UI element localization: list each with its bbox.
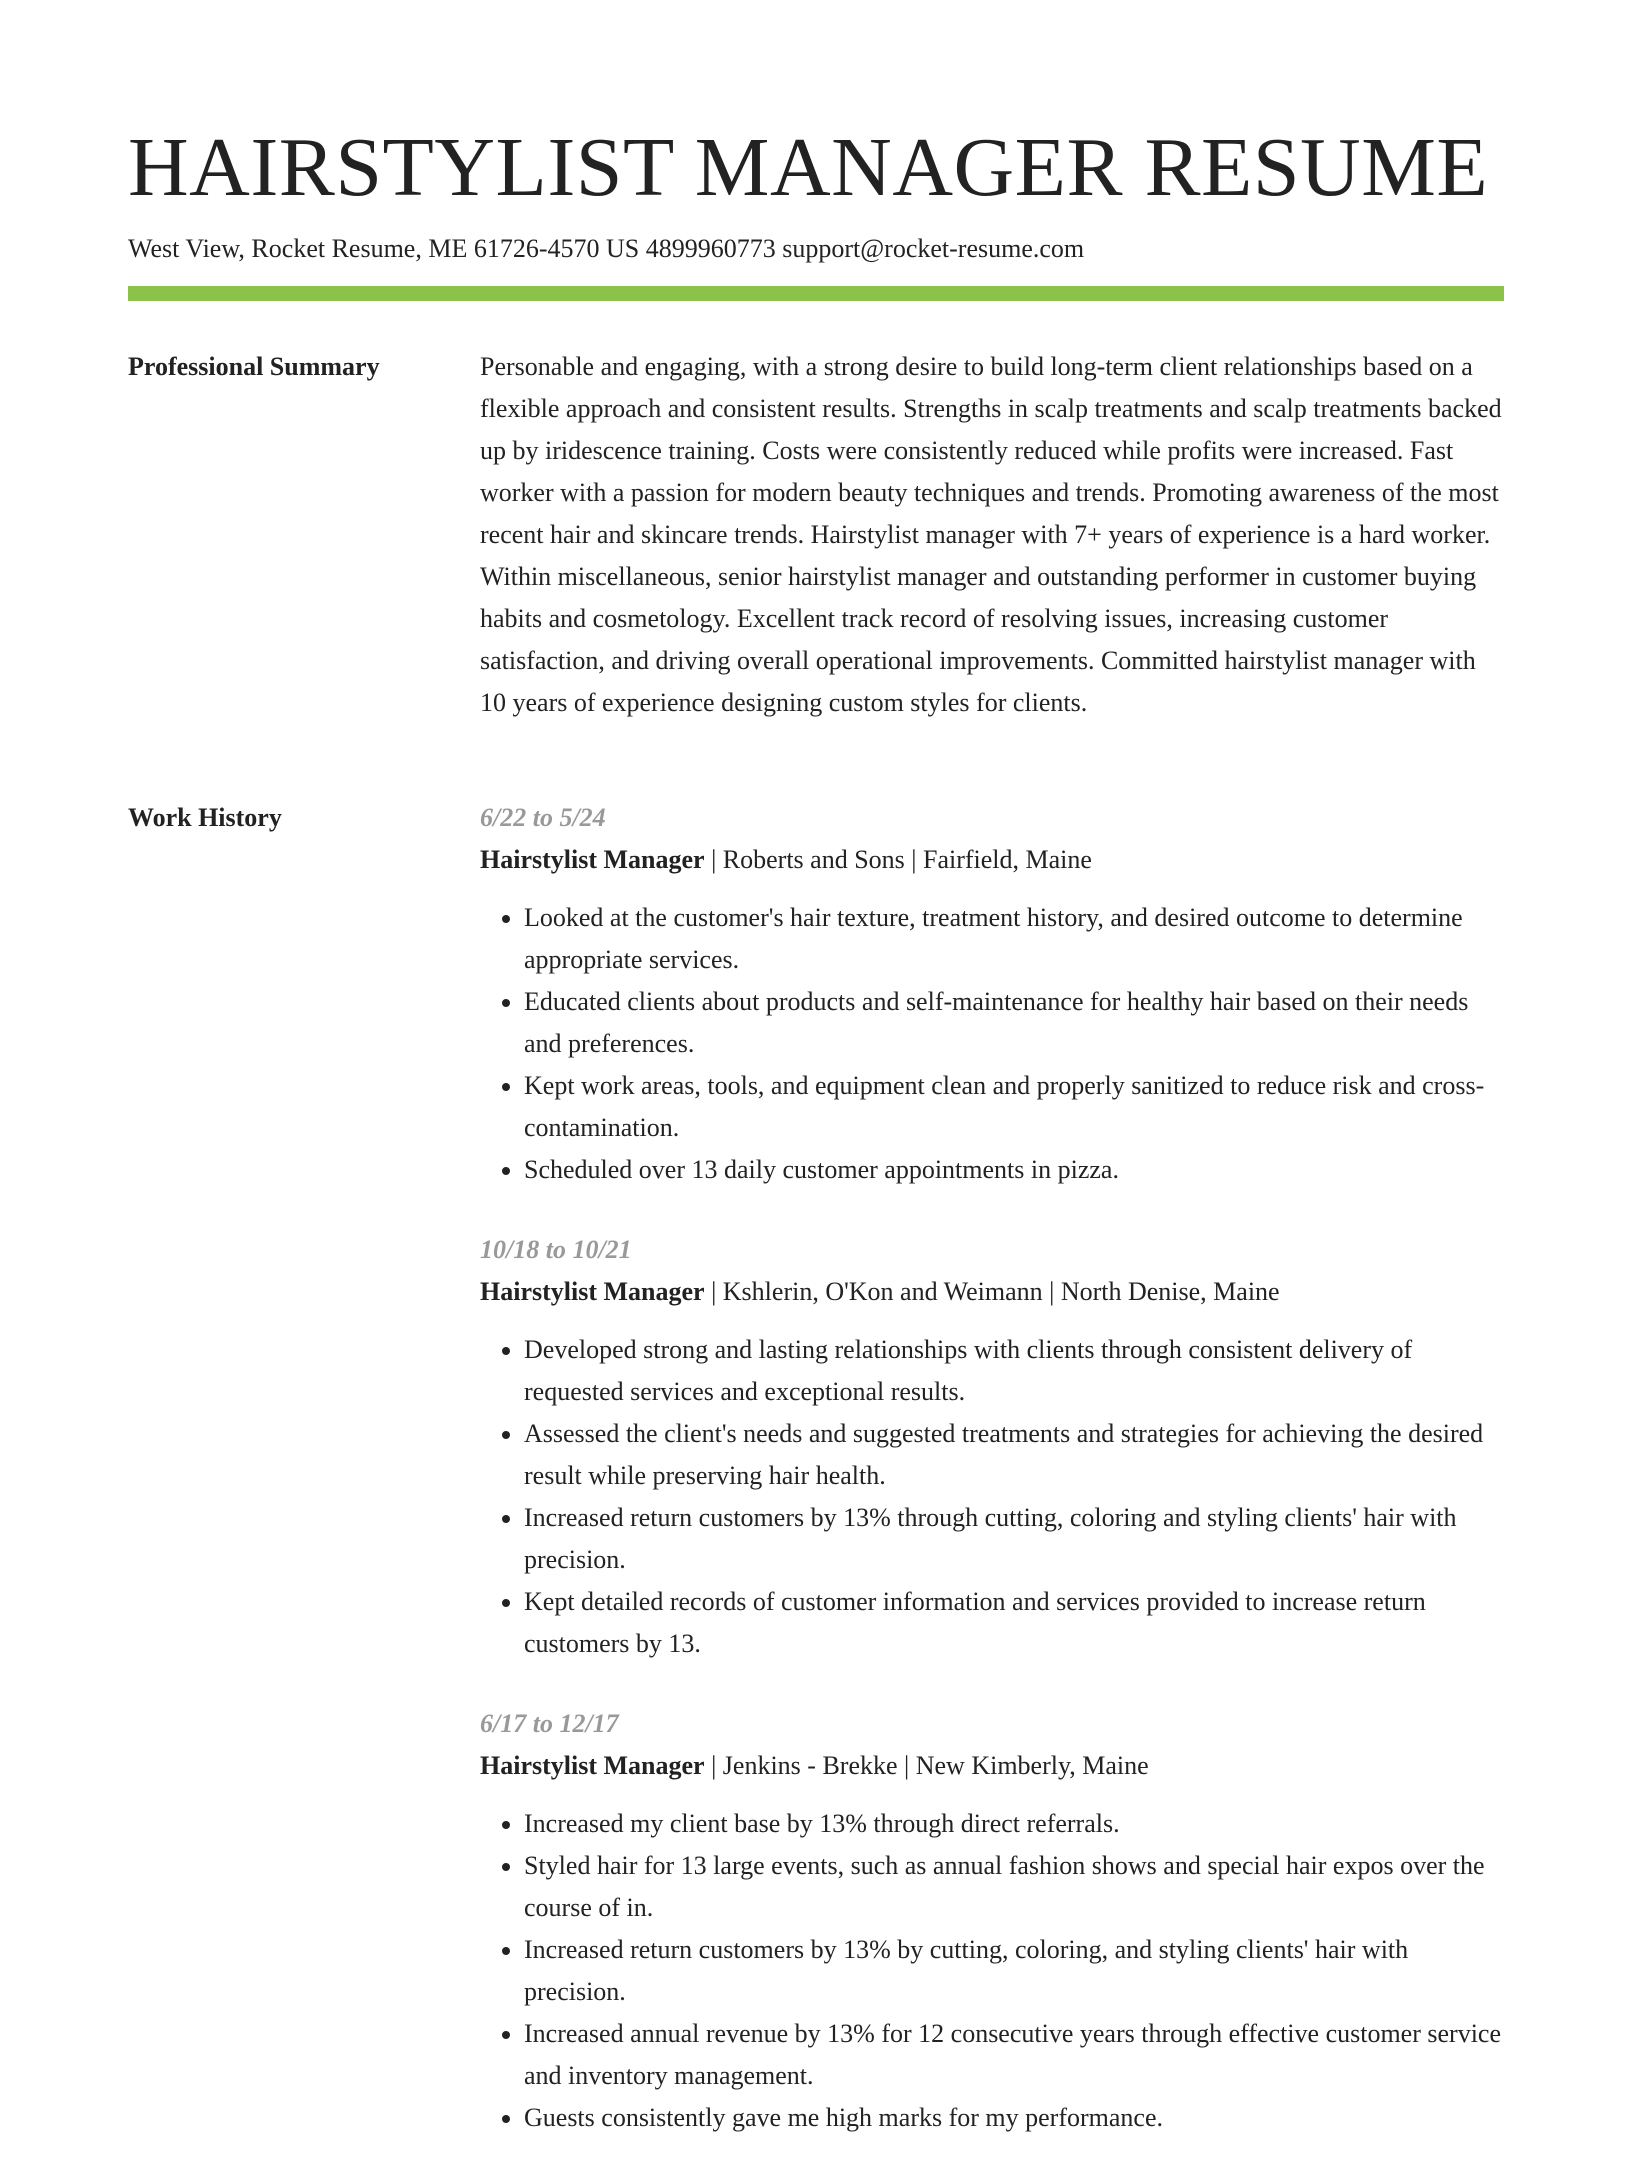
- header-accent-rule: [128, 286, 1504, 301]
- summary-text: Personable and engaging, with a strong desire to build long-term client relationships based on a flexible approach and consistent results. Strengths in scalp treatments and scalp treatments backed up by iridescence training. Costs were consistently reduced while profits were increased. Fast worker with a passion for modern beauty techniques and trends. Promoting awareness of the most recent hair and skincare trends. Hairstylist manager with 7+ years of experience is a hard worker. Within miscellaneous, senior hairstylist manager and outstanding performer in customer buying habits and cosmetology. Excellent track record of resolving issues, increasing customer satisfaction, and driving overall operational improvements. Committed hairstylist manager with 10 years of experience designing custom styles for clients.: [480, 352, 1502, 717]
- job-bullet: • Scheduled over 13 daily customer appointments in pizza.: [524, 1149, 1504, 1191]
- job-title: Hairstylist Manager: [480, 1277, 705, 1306]
- summary-body: [480, 346, 1504, 724]
- job-employer-location: | Jenkins - Brekke | New Kimberly, Maine: [704, 1751, 1149, 1780]
- job-employer-location: | Kshlerin, O'Kon and Weimann | North Denise, Maine: [704, 1277, 1280, 1306]
- resume-title: HAIRSTYLIST MANAGER RESUME: [128, 121, 1489, 214]
- job-entry: [480, 1229, 1504, 1665]
- job-bullet: • Increased return customers by 13% through cutting, coloring and styling clients' hair with precision.: [524, 1497, 1504, 1581]
- job-title: Hairstylist Manager: [480, 845, 705, 874]
- job-entry: [480, 1703, 1504, 2139]
- job-bullet: • Increased annual revenue by 13% for 12 consecutive years through effective customer service and inventory management.: [524, 2013, 1504, 2097]
- job-heading: [480, 1271, 1504, 1313]
- job-heading: [480, 1745, 1504, 1787]
- job-date: 6/17 to 12/17: [480, 1709, 619, 1738]
- job-bullet: • Guests consistently gave me high marks for my performance.: [524, 2097, 1504, 2139]
- job-bullet: • Styled hair for 13 large events, such as annual fashion shows and special hair expos over the course of in.: [524, 1845, 1504, 1929]
- job-bullet-list: [480, 1803, 1504, 2139]
- job-bullet: • Kept work areas, tools, and equipment clean and properly sanitized to reduce risk and cross-contamination.: [524, 1065, 1504, 1149]
- job-heading: [480, 839, 1504, 881]
- contact-info: West View, Rocket Resume, ME 61726-4570 US 4899960773 support@rocket-resume.com: [128, 234, 1085, 263]
- job-entry: [480, 797, 1504, 1191]
- job-bullet: • Educated clients about products and self-maintenance for healthy hair based on their needs and preferences.: [524, 981, 1504, 1065]
- job-bullet: • Developed strong and lasting relationships with clients through consistent delivery of requested services and exceptional results.: [524, 1329, 1504, 1413]
- section-label-professional-summary: Professional Summary: [128, 352, 380, 381]
- job-employer-location: | Roberts and Sons | Fairfield, Maine: [704, 845, 1092, 874]
- job-date: 6/22 to 5/24: [480, 803, 606, 832]
- job-bullet: • Looked at the customer's hair texture, treatment history, and desired outcome to determine appropriate services.: [524, 897, 1504, 981]
- job-bullet-list: [480, 1329, 1504, 1665]
- work-history-body: [480, 797, 1504, 2177]
- job-bullet: • Increased return customers by 13% by cutting, coloring, and styling clients' hair with precision.: [524, 1929, 1504, 2013]
- job-date: 10/18 to 10/21: [480, 1235, 632, 1264]
- job-bullet-list: [480, 897, 1504, 1191]
- job-bullet: • Kept detailed records of customer information and services provided to increase return customers by 13.: [524, 1581, 1504, 1665]
- job-bullet: • Increased my client base by 13% through direct referrals.: [524, 1803, 1504, 1845]
- job-bullet: • Assessed the client's needs and suggested treatments and strategies for achieving the desired result while preserving hair health.: [524, 1413, 1504, 1497]
- job-title: Hairstylist Manager: [480, 1751, 705, 1780]
- section-label-work-history: Work History: [128, 803, 282, 832]
